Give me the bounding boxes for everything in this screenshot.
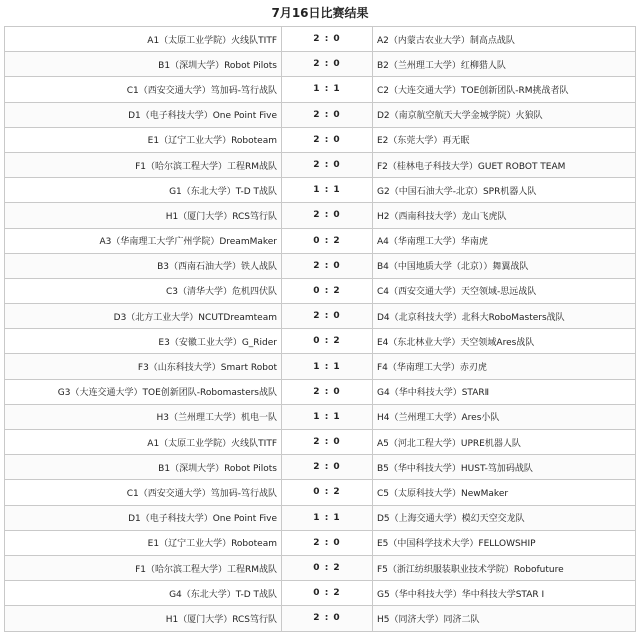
- match-row: [5, 278, 636, 303]
- match-row: [5, 480, 636, 505]
- match-score: 2 : 0: [282, 52, 373, 77]
- home-team: F3（山东科技大学）Smart Robot: [5, 354, 282, 379]
- match-score: 0 : 2: [282, 278, 373, 303]
- away-team: C2（大连交通大学）TOE创新团队-RM挑战者队: [373, 77, 636, 102]
- match-score: 2 : 0: [282, 455, 373, 480]
- match-row: [5, 555, 636, 580]
- home-team: F1（哈尔滨工程大学）工程RM战队: [5, 555, 282, 580]
- home-team: C3（清华大学）危机四伏队: [5, 278, 282, 303]
- away-team: E2（东莞大学）再无眠: [373, 127, 636, 152]
- match-row: [5, 379, 636, 404]
- away-team: G4（华中科技大学）STARⅡ: [373, 379, 636, 404]
- match-row: [5, 530, 636, 555]
- home-team: B1（深圳大学）Robot Pilots: [5, 52, 282, 77]
- away-team: G2（中国石油大学-北京）SPR机器人队: [373, 178, 636, 203]
- home-team: C1（西安交通大学）笃加码-笃行战队: [5, 480, 282, 505]
- match-score: 2 : 0: [282, 379, 373, 404]
- match-score: 0 : 2: [282, 480, 373, 505]
- away-team: E4（东北林业大学）天空领域Ares战队: [373, 329, 636, 354]
- match-row: [5, 404, 636, 429]
- away-team: D2（南京航空航天大学金城学院）火狼队: [373, 102, 636, 127]
- match-score: 1 : 1: [282, 505, 373, 530]
- away-team: F5（浙江纺织服装职业技术学院）Robofuture: [373, 555, 636, 580]
- away-team: H5（同济大学）同济二队: [373, 606, 636, 631]
- match-score: 2 : 0: [282, 127, 373, 152]
- away-team: A5（河北工程大学）UPRE机器人队: [373, 430, 636, 455]
- home-team: E1（辽宁工业大学）Roboteam: [5, 530, 282, 555]
- away-team: F4（华南理工大学）赤刃虎: [373, 354, 636, 379]
- home-team: H1（厦门大学）RCS笃行队: [5, 203, 282, 228]
- match-score: 2 : 0: [282, 530, 373, 555]
- home-team: E3（安徽工业大学）G_Rider: [5, 329, 282, 354]
- home-team: H1（厦门大学）RCS笃行队: [5, 606, 282, 631]
- results-table: [4, 26, 636, 632]
- home-team: D1（电子科技大学）One Point Five: [5, 102, 282, 127]
- match-row: [5, 505, 636, 530]
- match-row: [5, 581, 636, 606]
- match-score: 2 : 0: [282, 253, 373, 278]
- match-row: [5, 152, 636, 177]
- match-score: 2 : 0: [282, 606, 373, 631]
- match-row: [5, 102, 636, 127]
- away-team: D4（北京科技大学）北科大RoboMasters战队: [373, 304, 636, 329]
- home-team: E1（辽宁工业大学）Roboteam: [5, 127, 282, 152]
- match-score: 2 : 0: [282, 304, 373, 329]
- match-score: 1 : 1: [282, 77, 373, 102]
- home-team: B1（深圳大学）Robot Pilots: [5, 455, 282, 480]
- match-score: 0 : 2: [282, 555, 373, 580]
- home-team: H3（兰州理工大学）机电一队: [5, 404, 282, 429]
- match-row: [5, 203, 636, 228]
- match-score: 2 : 0: [282, 152, 373, 177]
- away-team: B2（兰州理工大学）红柳猎人队: [373, 52, 636, 77]
- match-score: 1 : 1: [282, 178, 373, 203]
- match-row: [5, 52, 636, 77]
- match-row: [5, 455, 636, 480]
- away-team: C5（太原科技大学）NewMaker: [373, 480, 636, 505]
- away-team: A2（内蒙古农业大学）制高点战队: [373, 27, 636, 52]
- match-score: 0 : 2: [282, 581, 373, 606]
- away-team: B5（华中科技大学）HUST-笃加码战队: [373, 455, 636, 480]
- match-score: 1 : 1: [282, 404, 373, 429]
- home-team: A1（太原工业学院）火线队TITF: [5, 430, 282, 455]
- match-row: [5, 430, 636, 455]
- away-team: G5（华中科技大学）华中科技大学STAR Ⅰ: [373, 581, 636, 606]
- match-row: [5, 304, 636, 329]
- away-team: A4（华南理工大学）华南虎: [373, 228, 636, 253]
- match-row: [5, 127, 636, 152]
- home-team: A3（华南理工大学广州学院）DreamMaker: [5, 228, 282, 253]
- away-team: H4（兰州理工大学）Ares小队: [373, 404, 636, 429]
- match-row: [5, 253, 636, 278]
- match-row: [5, 354, 636, 379]
- home-team: F1（哈尔滨工程大学）工程RM战队: [5, 152, 282, 177]
- away-team: C4（西安交通大学）天空领域-思远战队: [373, 278, 636, 303]
- match-score: 2 : 0: [282, 430, 373, 455]
- home-team: G3（大连交通大学）TOE创新团队-Robomasters战队: [5, 379, 282, 404]
- match-row: [5, 77, 636, 102]
- match-row: [5, 606, 636, 631]
- away-team: B4（中国地质大学（北京））舞翼战队: [373, 253, 636, 278]
- match-score: 2 : 0: [282, 203, 373, 228]
- away-team: F2（桂林电子科技大学）GUET ROBOT TEAM: [373, 152, 636, 177]
- match-row: [5, 178, 636, 203]
- away-team: E5（中国科学技术大学）FELLOWSHIP: [373, 530, 636, 555]
- page-title: 7月16日比赛结果: [271, 6, 369, 20]
- home-team: G1（东北大学）T-D T战队: [5, 178, 282, 203]
- results-table-body: [5, 27, 636, 632]
- home-team: G4（东北大学）T-D T战队: [5, 581, 282, 606]
- home-team: A1（太原工业学院）火线队TITF: [5, 27, 282, 52]
- home-team: B3（西南石油大学）铁人战队: [5, 253, 282, 278]
- match-row: [5, 27, 636, 52]
- match-score: 2 : 0: [282, 102, 373, 127]
- away-team: D5（上海交通大学）模幻天空交龙队: [373, 505, 636, 530]
- home-team: D1（电子科技大学）One Point Five: [5, 505, 282, 530]
- away-team: H2（西南科技大学）龙山飞虎队: [373, 203, 636, 228]
- match-score: 0 : 2: [282, 329, 373, 354]
- match-row: [5, 329, 636, 354]
- home-team: D3（北方工业大学）NCUTDreamteam: [5, 304, 282, 329]
- home-team: C1（西安交通大学）笃加码-笃行战队: [5, 77, 282, 102]
- match-row: [5, 228, 636, 253]
- match-score: 2 : 0: [282, 27, 373, 52]
- match-score: 0 : 2: [282, 228, 373, 253]
- match-score: 1 : 1: [282, 354, 373, 379]
